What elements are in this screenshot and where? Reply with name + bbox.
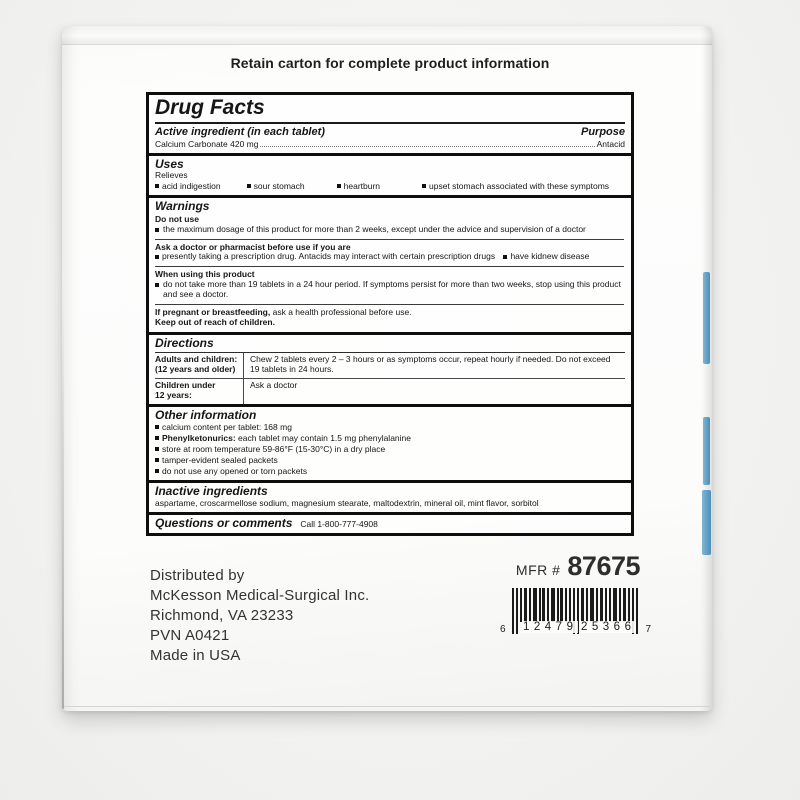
purpose-header: Purpose xyxy=(580,126,625,139)
directions-row-value: Chew 2 tablets every 2 – 3 hours or as symptoms occur, repeat hourly if needed. Do not exceed 19 tablets in 24 hours. xyxy=(243,353,625,379)
bullet-square-icon xyxy=(337,184,341,188)
pregnant-label: If pregnant or breastfeeding, xyxy=(155,306,271,317)
other-info-item: do not use any opened or torn packets xyxy=(155,466,625,477)
directions-row-label: Children under 12 years: xyxy=(155,380,216,400)
warning-ask-doctor xyxy=(155,242,625,264)
active-ingredient-value: Calcium Carbonate 420 mg xyxy=(155,138,259,149)
mfr-label: MFR # xyxy=(515,562,561,578)
bullet-square-icon xyxy=(155,184,159,188)
uses-section xyxy=(149,153,631,196)
bullet-square-icon xyxy=(155,469,159,473)
keep-out-of-reach: Keep out of reach of children. xyxy=(155,316,275,327)
carton-side-blue-strip xyxy=(702,490,711,555)
uses-bullet: acid indigestion xyxy=(162,181,221,192)
when-using-label: When using this product xyxy=(155,269,255,280)
carton-left-edge-shade xyxy=(62,26,82,711)
when-using-bullet: do not take more than 19 tablets in a 24 hour period. If symptoms persist for more than two weeks, stop using this product and see a doctor. xyxy=(155,280,625,300)
upc-barcode xyxy=(500,588,651,646)
do-not-use-label: Do not use xyxy=(155,213,199,224)
warning-pregnant xyxy=(155,307,625,329)
other-info-item: store at room temperature 59-86°F (15-30°C) in a dry place xyxy=(155,444,625,455)
carton-bottom-crease xyxy=(64,706,710,707)
bullet-square-icon xyxy=(155,447,159,451)
ask-doctor-bullet-1: presently taking a prescription drug. Antacids may interact with certain prescription drugs xyxy=(162,251,496,262)
warning-when-using xyxy=(155,269,625,301)
uses-bullet: upset stomach associated with these symptoms xyxy=(429,181,610,192)
barcode-digit-right: 7 xyxy=(645,624,651,635)
carton-right-edge-shade xyxy=(700,26,712,711)
thin-divider xyxy=(155,239,624,240)
thin-divider xyxy=(155,304,624,305)
ask-doctor-bullet-2: have kidnew disease xyxy=(510,251,590,262)
bullet-square-icon xyxy=(155,436,159,440)
inactive-ingredients-text: aspartame, croscarmellose sodium, magnesium stearate, maltodextrin, mineral oil, mint flavor, sorbitol xyxy=(155,497,539,508)
directions-row-value: Ask a doctor xyxy=(243,379,625,404)
directions-section xyxy=(149,332,631,404)
questions-phone: Call 1-800-777-4908 xyxy=(300,518,378,529)
uses-bullet: heartburn xyxy=(343,181,381,192)
inactive-ingredients-header: Inactive ingredients xyxy=(155,483,268,498)
carton-side-blue-strip xyxy=(703,417,710,485)
bullet-square-icon xyxy=(422,184,426,188)
active-ingredient-section xyxy=(149,124,631,153)
barcode-digit-group-2: 25366 xyxy=(581,621,636,633)
do-not-use-bullet: the maximum dosage of this product for more than 2 weeks, except under the advice and supervision of a doctor xyxy=(155,225,625,235)
drug-facts-panel xyxy=(146,92,634,536)
other-info-item: Phenylketonurics: each tablet may contain 1.5 mg phenylalanine xyxy=(155,433,625,444)
bullet-square-icon xyxy=(155,425,159,429)
distributor-address-block xyxy=(150,566,369,666)
bullet-square-icon xyxy=(155,255,159,259)
carton-top-flap xyxy=(62,26,712,45)
distributor-line: Distributed by xyxy=(150,567,245,584)
bullet-square-icon xyxy=(155,458,159,462)
thin-divider xyxy=(155,266,624,267)
distributor-line: Made in USA xyxy=(150,647,241,664)
other-info-item: calcium content per tablet: 168 mg xyxy=(155,423,625,434)
distributor-line: PVN A0421 xyxy=(150,627,230,644)
dotted-leader xyxy=(260,139,594,147)
uses-bullet: sour stomach xyxy=(253,181,305,192)
other-information-section xyxy=(149,404,631,480)
directions-row-label: Adults and children: (12 years and older) xyxy=(155,353,243,379)
warnings-header: Warnings xyxy=(155,199,210,214)
uses-bullet-row xyxy=(155,182,625,192)
barcode-digit-left: 6 xyxy=(500,624,506,635)
carton-left-edge-line xyxy=(62,300,64,709)
inactive-ingredients-section xyxy=(149,480,631,512)
ask-doctor-label: Ask a doctor or pharmacist before use if you are xyxy=(155,241,351,252)
ask-doctor-bullets xyxy=(155,252,625,262)
uses-intro: Relieves xyxy=(155,170,188,181)
uses-header: Uses xyxy=(155,156,184,171)
carton-side-blue-strip xyxy=(703,272,710,364)
other-information-header: Other information xyxy=(155,407,257,422)
questions-header: Questions or comments xyxy=(155,515,293,530)
warning-do-not-use xyxy=(155,214,625,236)
purpose-value: Antacid xyxy=(596,138,625,149)
active-ingredient-header: Active ingredient (in each tablet) xyxy=(155,126,325,139)
questions-section xyxy=(149,512,631,534)
bullet-square-icon xyxy=(247,184,251,188)
bullet-square-icon xyxy=(503,255,507,259)
drug-facts-title: Drug Facts xyxy=(155,95,625,124)
retain-carton-notice: Retain carton for complete product information xyxy=(230,55,550,71)
other-info-item: tamper-evident sealed packets xyxy=(155,455,625,466)
distributor-line: Richmond, VA 23233 xyxy=(150,607,294,624)
pregnant-text: ask a health professional before use. xyxy=(270,306,412,317)
distributor-line: McKesson Medical-Surgical Inc. xyxy=(150,587,370,604)
directions-header: Directions xyxy=(155,337,625,354)
barcode-digit-group-1: 12479 xyxy=(523,621,578,633)
warnings-section xyxy=(149,195,631,332)
mfr-number-block xyxy=(470,551,640,582)
directions-table xyxy=(155,353,625,403)
mfr-number: 87675 xyxy=(567,551,640,581)
